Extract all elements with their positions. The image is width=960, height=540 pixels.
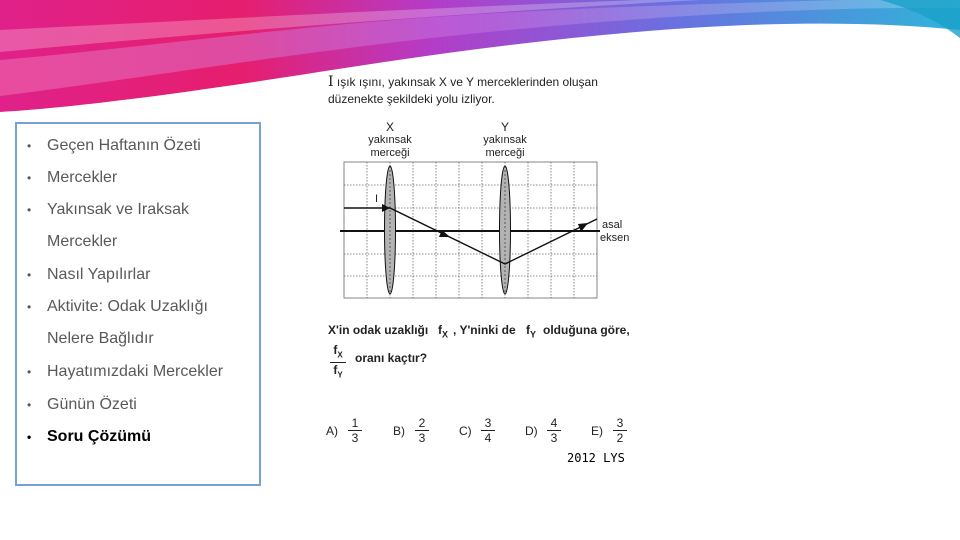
- stem-part-1: X'in odak uzaklığı: [328, 323, 429, 337]
- option-a-fraction: $\frac{1}{3}$: [348, 416, 362, 445]
- lens-y-type: yakınsak: [483, 134, 527, 146]
- fy-symbol: $f_Y$: [526, 323, 537, 340]
- agenda-item-nasil-yapilirlar: • Nasıl Yapılırlar: [27, 266, 151, 283]
- agenda-item-gecen-hafta: • Geçen Haftanın Özeti: [27, 137, 201, 154]
- agenda-item-gunun-ozeti: • Günün Özeti: [27, 396, 137, 413]
- option-d-fraction: $\frac{4}{3}$: [547, 416, 561, 445]
- stem-part-3: olduğuna göre,: [543, 323, 630, 337]
- ratio-fraction: $\frac{f_X}{f_Y}$: [330, 343, 346, 383]
- lens-y-word: merceği: [485, 147, 525, 159]
- axis-label-asal: asal: [602, 219, 623, 231]
- fx-symbol: $f_X$: [438, 323, 449, 340]
- lens-x-type: yakınsak: [368, 134, 412, 146]
- intro-line-2: düzenekte şekildeki yolu izliyor.: [328, 92, 495, 106]
- option-c-fraction: $\frac{3}{4}$: [481, 416, 495, 445]
- source-label: 2012 LYS: [567, 451, 625, 465]
- optics-diagram: [330, 118, 640, 304]
- agenda-item-mercekler: • Mercekler: [27, 169, 118, 186]
- agenda-item-yakinsak-iraksak: • Yakınsak ve Iraksak Mercekler: [27, 201, 189, 250]
- agenda-box: [15, 122, 261, 486]
- light-ray: [344, 208, 597, 264]
- lens-x-name: X: [385, 120, 395, 134]
- intro-line-1: I ışık ışını, yakınsak X ve Y merceklerinden oluşan: [328, 74, 598, 90]
- stem-part-2: , Y'ninki de: [453, 323, 516, 337]
- axis-label-eksen: eksen: [600, 232, 630, 244]
- agenda-item-soru-cozumu: • Soru Çözümü: [27, 428, 151, 445]
- question-intro: [328, 74, 628, 108]
- option-b-fraction: $\frac{2}{3}$: [415, 416, 429, 445]
- agenda-item-aktivite: • Aktivite: Odak Uzaklığı Nelere Bağlıdır: [27, 298, 208, 347]
- ratio-question: oranı kaçtır?: [355, 351, 428, 365]
- option-e-fraction: $\frac{3}{2}$: [613, 416, 627, 445]
- lens-x-word: merceği: [370, 147, 410, 159]
- ray-label: I: [375, 193, 379, 205]
- agenda-item-hayatimizdaki: • Hayatımızdaki Mercekler: [27, 363, 224, 380]
- lens-y-name: Y: [500, 120, 510, 134]
